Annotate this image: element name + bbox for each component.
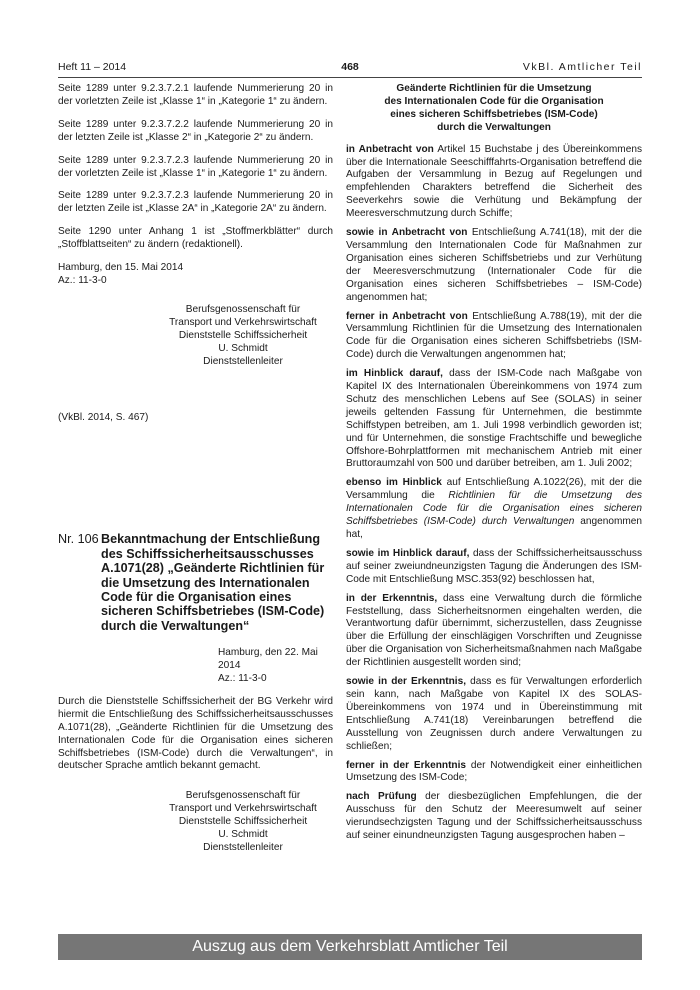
paragraph-lead: im Hinblick darauf, [346, 368, 443, 380]
signature-line: Transport und Verkehrswirtschaft [169, 316, 317, 328]
right-column [346, 83, 642, 849]
place-date: Hamburg, den 22. Mai 2014 [218, 647, 318, 672]
preamble-paragraph [346, 676, 642, 753]
correction-item: Seite 1289 unter 9.2.3.7.2.2 laufende Nummerierung 20 in der letzten Zeile ist „Klasse 2“ in „Kategorie 2“ zu ändern. [58, 118, 333, 143]
signature-line: Dienststelle Schiffssicherheit [178, 329, 308, 341]
paragraph-text-after: angenommen hat, [346, 516, 642, 540]
notice-number: Nr. 106 [58, 532, 99, 547]
header-divider [58, 77, 642, 78]
signature-line: Berufsgenossenschaft für [185, 790, 301, 802]
signature-line: Berufsgenossenschaft für [185, 303, 301, 315]
preamble-paragraph [346, 311, 642, 363]
page-header [58, 61, 642, 77]
preamble-paragraph [346, 791, 642, 843]
correction-item: Seite 1289 unter 9.2.3.7.2.3 laufende Nummerierung 20 in der vorletzten Zeile ist „Klasse 1“ in „Kategorie 1“ zu ändern. [58, 154, 333, 179]
preamble-paragraph [346, 227, 642, 304]
paragraph-lead: nach Prüfung [346, 791, 417, 803]
paragraph-lead: ferner in der Erkenntnis [346, 759, 467, 771]
preamble-paragraph [346, 760, 642, 786]
paragraph-lead: ferner in Anbetracht von [346, 310, 468, 322]
announcement-text: Durch die Dienststelle Schiffssicherheit der BG Verkehr wird hiermit die Entschließung des Schiffssicherheitsausschusses A.1071(28), „Geänderte Richtlinien für die Umsetzung des Internationalen Code für die Organisation eines sicheren Schiffsbetriebes (ISM-Code) durch die Verwaltungen“, in deutscher Sprache amtlich bekannt gemacht. [58, 695, 333, 772]
paragraph-italic: Richtlinien für die Umsetzung des Internationalen Code für die Organisation eines sicheren Schiffsbetriebes (ISM-Code) durch Verwaltungen [346, 490, 642, 528]
notice-title: Bekanntmachung der Entschließung des Schiffssicherheitsausschusses A.1071(28) „Geänderte Richtlinien für die Umsetzung des Internationalen Code für die Organisation eines sicheren Schiffsbetriebes (ISM-Code) durch die Verwaltungen“ [101, 532, 325, 633]
signature-name: U. Schmidt [218, 829, 268, 841]
paragraph-lead: in der Erkenntnis, [346, 592, 438, 604]
preamble-paragraph [346, 368, 642, 471]
title-line: durch die Verwaltungen [437, 121, 551, 133]
correction-item: Seite 1290 unter Anhang 1 ist „Stoffmerkblätter“ durch „Stoffblattseiten“ zu ändern (redaktionell). [58, 226, 333, 251]
preamble-paragraph [346, 593, 642, 670]
paragraph-text: dass eine Verwaltung durch die förmliche Feststellung, dass Sicherheitsnormen eingehalten werden, die Verantwortung dafür übernimmt, sicherzustellen, dass Zeugnisse über die Erfüllung der einschlägigen Vorschriften und Zeugnisse über die Organisation von Sicherheitsmaßnahmen nach Maßgabe der Richtlinien ausgestellt worden sind; [346, 592, 642, 669]
paragraph-text: Entschließung A.741(18), mit der die Versammlung den Internationalen Code für Maßnahmen zur Organisation eines sicheren Schiffsbetriebs und zur Verhütung der Meeresverschmutzung (Internationaler Code für die Organisation eines sicheren Schiffsbetriebes – ISM-Code) angenommen hat; [346, 227, 643, 303]
paragraph-text: Entschließung A.788(19), mit der die Versammlung Richtlinien für die Umsetzung des Internationalen Code für die Organisation eines sicheren Schiffsbetriebs (ISM-Code) durch die Verwaltungen angenommen hat; [346, 310, 642, 361]
signature-title: Dienststellenleiter [203, 355, 283, 367]
place-date: Hamburg, den 15. Mai 2014 [58, 262, 184, 274]
correction-item: Seite 1289 unter 9.2.3.7.2.1 laufende Nummerierung 20 in der vorletzten Zeile ist „Klasse 1“ in „Kategorie 1“ zu ändern. [58, 83, 333, 107]
place-date-block [58, 262, 333, 288]
title-line: eines sicheren Schiffsbetriebes (ISM-Code) [390, 108, 598, 120]
signature-block [168, 790, 318, 855]
file-reference: Az.: 11-3-0 [218, 672, 267, 684]
paragraph-text: der diesbezüglichen Empfehlungen, die der Ausschuss für den Schutz der Meeresumwelt auf seiner vierundsechzigsten Tagung und der Schiffssicherheitsausschuss auf seiner einundneunzigsten Tagung ausgesprochen haben – [346, 791, 642, 842]
paragraph-text: dass der Schiffssicherheitsausschuss auf seiner zweiundneunzigsten Tagung die Änderungen des ISM-Code mit Entschließung MSC.353(92) beschlossen hat, [346, 547, 642, 585]
paragraph-text: Artikel 15 Buchstabe j des Übereinkommens über die Internationale Seeschifffahrts-Organisation betreffend die Aufgaben der Versammlung in Bezug auf Regelungen und empfehlenden Charakters betreffend die Sicherheit des Seeverkehrs sowie die Verhütung und Bekämpfung der Meeresverschmutzung durch Schiffe; [346, 143, 642, 220]
preamble-paragraph [346, 477, 642, 542]
correction-item: Seite 1289 unter 9.2.3.7.2.3 laufende Nummerierung 20 in der letzten Zeile ist „Klasse 2A“ in „Kategorie 2A“ zu ändern. [58, 190, 333, 215]
title-line: Geänderte Richtlinien für die Umsetzung [396, 83, 592, 94]
page-number: 468 [341, 61, 359, 73]
place-date-block [218, 647, 333, 686]
signature-line: Transport und Verkehrswirtschaft [169, 803, 317, 815]
file-reference: Az.: 11-3-0 [58, 274, 107, 286]
signature-block [168, 304, 318, 369]
signature-name: U. Schmidt [218, 342, 268, 354]
resolution-title [346, 83, 642, 135]
preamble-paragraph [346, 144, 642, 221]
paragraph-lead: sowie in der Erkenntnis, [346, 676, 467, 688]
paragraph-text: auf Entschließung A.1022(26), mit der die Versammlung die [346, 477, 642, 502]
paragraph-text: dass es für Verwaltungen erforderlich sein kann, nach Maßgabe von Kapitel IX des SOLAS-Übereinkommens von 1974 und in Übereinstimmung mit Entschließung A.741(18) Vereinbarungen betreffend die Ausstellung von Zeugnissen durch andere Verwaltungen zu schließen; [346, 676, 642, 752]
publication-label: VkBl. Amtlicher Teil [522, 61, 642, 73]
title-line: des Internationalen Code für die Organisation [384, 95, 604, 107]
notice-heading [58, 532, 333, 633]
signature-line: Dienststelle Schiffssicherheit [178, 816, 308, 828]
signature-title: Dienststellenleiter [203, 841, 283, 853]
paragraph-text: der Notwendigkeit einer einheitlichen Umsetzung des ISM-Code; [346, 759, 642, 784]
paragraph-lead: sowie im Hinblick darauf, [346, 547, 470, 559]
paragraph-lead: in Anbetracht von [346, 143, 434, 155]
preamble-paragraph [346, 548, 642, 587]
paragraph-lead: sowie in Anbetracht von [346, 227, 468, 239]
paragraph-lead: ebenso im Hinblick [346, 477, 442, 489]
paragraph-text: dass der ISM-Code nach Maßgabe von Kapitel IX des Internationalen Übereinkommens von 1974 zum Schutz des menschlichen Lebens auf See (SOLAS) in seiner jeweils geltenden Fassung für Unternehmen, die bestimmte Schiffstypen betreiben, am 1. Juli 1998 verbindlich geworden ist; und für Unternehmen, die sonstige Frachtschiffe und bewegliche Offshore-Bohrplattformen mit mechanischem Antrieb mit einer Bruttoraumzahl von 500 und darüber betreiben, am 1. Juli 2002; [346, 368, 642, 470]
issue-label: Heft 11 – 2014 [58, 61, 127, 73]
footer-banner: Auszug aus dem Verkehrsblatt Amtlicher Teil [58, 934, 642, 960]
left-column [58, 83, 333, 855]
source-reference: (VkBl. 2014, S. 467) [58, 412, 149, 424]
